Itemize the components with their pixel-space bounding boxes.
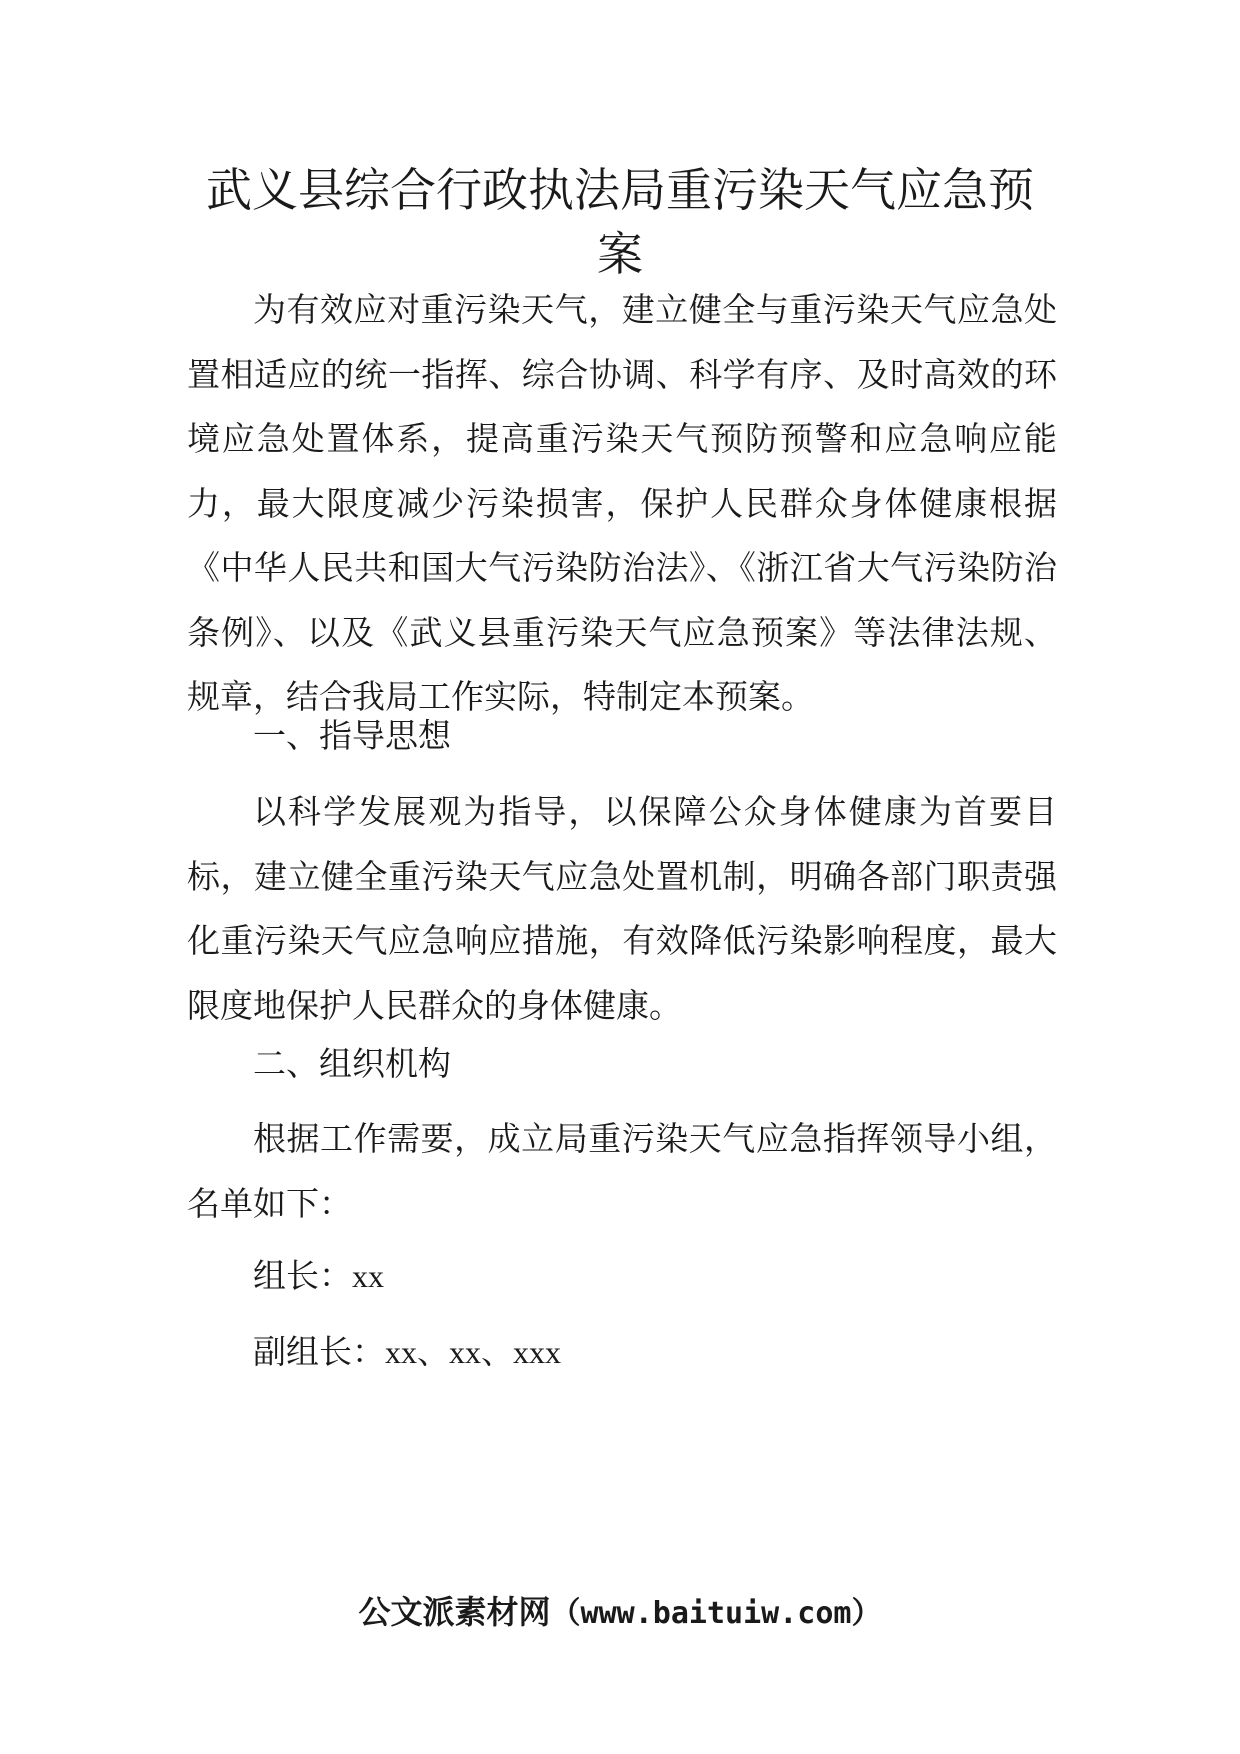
section-heading-organization: 二、组织机构 (253, 1044, 451, 1083)
section-heading-guiding-ideology: 一、指导思想 (253, 716, 451, 755)
footer-watermark (0, 1592, 1240, 1634)
leader-label: 组长： (253, 1256, 352, 1295)
section-body-guiding-ideology: 以科学发展观为指导，以保障公众身体健康为首要目标，建立健全重污染天气应急处置机制，明确各部门职责强化重污染天气应急响应措施，有效降低污染影响程度，最大限度地保护人民群众的身体健康。 (187, 792, 1057, 1025)
leader-value: xx (352, 1258, 384, 1294)
leader-line (253, 1256, 384, 1296)
deputy-leader-line (253, 1332, 561, 1372)
deputy-leader-value: xx、xx、xxx (385, 1334, 562, 1370)
document-title: 武义县综合行政执法局重污染天气应急预案 (206, 163, 1034, 281)
footer-url: （www.baituiw.com） (550, 1596, 882, 1631)
intro-paragraph: 为有效应对重污染天气，建立健全与重污染天气应急处置相适应的统一指挥、综合协调、科学有序、及时高效的环境应急处置体系，提高重污染天气预防预警和应急响应能力，最大限度减少污染损害，保护人民群众身体健康根据《中华人民共和国大气污染防治法》、《浙江省大气污染防治条例》、以及《武义县重污染天气应急预案》等法律法规、规章，结合我局工作实际，特制定本预案。 (187, 290, 1057, 716)
deputy-leader-label: 副组长： (253, 1332, 385, 1371)
footer-site-name: 公文派素材网 (358, 1593, 551, 1631)
section-body-organization: 根据工作需要，成立局重污染天气应急指挥领导小组，名单如下： (187, 1119, 1057, 1223)
